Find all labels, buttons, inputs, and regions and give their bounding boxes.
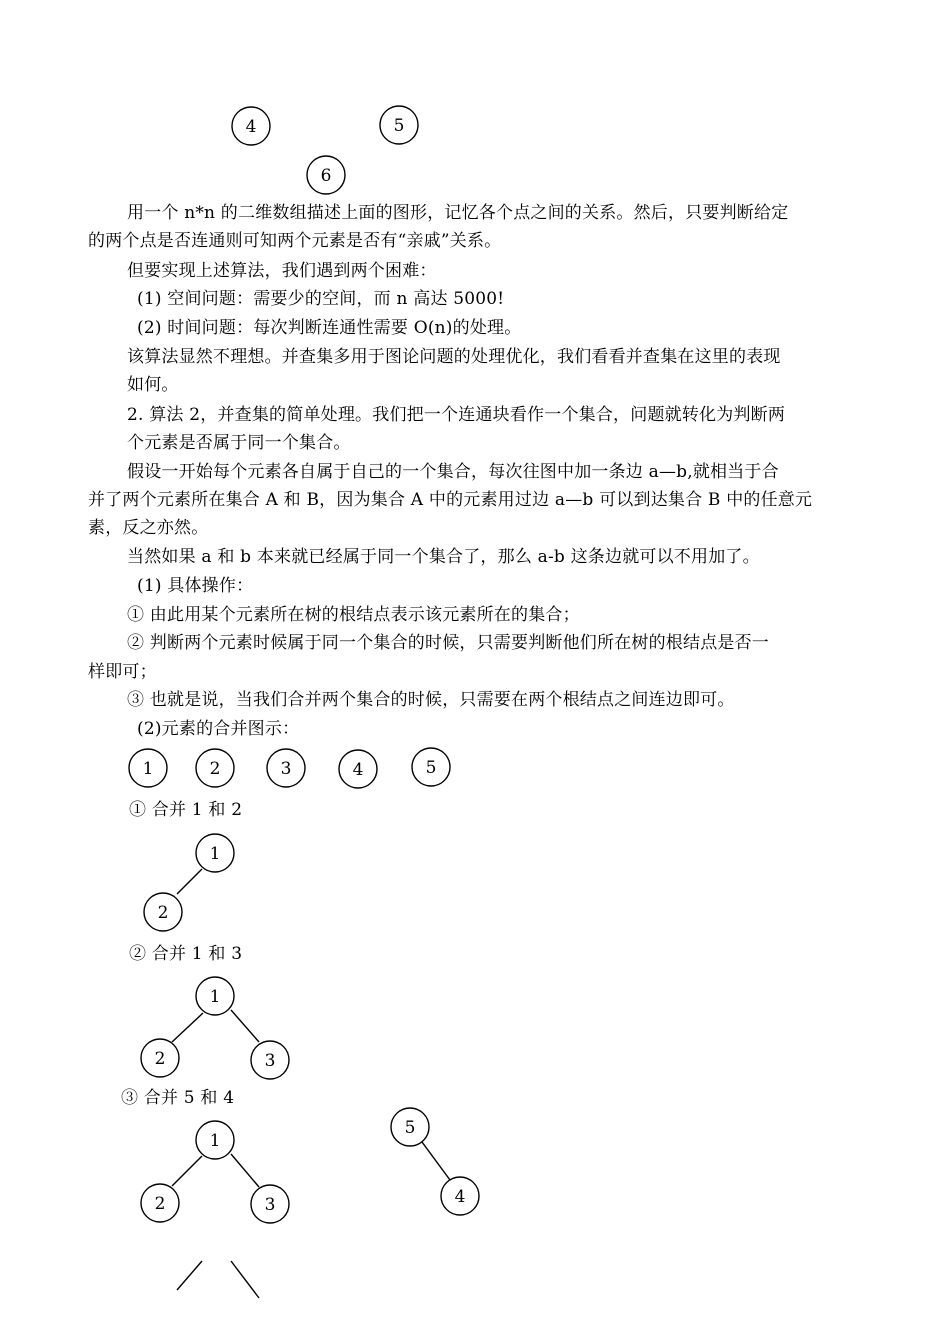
svg-text:3: 3	[280, 759, 292, 779]
svg-text:3: 3	[264, 1195, 276, 1215]
svg-text:1: 1	[209, 987, 221, 1007]
node-2	[141, 1039, 179, 1077]
svg-text:5: 5	[393, 116, 405, 136]
node-5	[391, 1108, 429, 1146]
svg-text:1: 1	[209, 1131, 221, 1151]
paragraph-2: 但要实现上述算法，我们遇到两个困难：	[127, 261, 437, 281]
node-2	[196, 749, 234, 787]
svg-text:5: 5	[404, 1118, 416, 1138]
edge-1-3	[231, 1010, 259, 1042]
tree-step3	[141, 1108, 479, 1298]
subheading-2: (2)元素的合并图示：	[137, 719, 300, 739]
node-4	[441, 1177, 479, 1215]
node-4	[232, 107, 270, 145]
paragraph-4-line-2: 个元素是否属于同一个集合。	[127, 433, 351, 453]
tree-step1	[144, 834, 234, 931]
paragraph-1-line-1: 用一个 n*n 的二维数组描述上面的图形，记忆各个点之间的关系。然后，只要判断给定	[127, 203, 789, 223]
step-1-label: ① 合并 1 和 2	[129, 800, 243, 820]
step-2-label: ② 合并 1 和 3	[129, 944, 243, 964]
paragraph-3-line-2: 如何。	[127, 375, 179, 395]
edge-1-2	[177, 869, 202, 894]
edge-1-2	[172, 1156, 202, 1186]
svg-text:4: 4	[245, 117, 257, 137]
node-2	[141, 1184, 179, 1222]
list-item-1: (1) 空间问题：需要少的空间，而 n 高达 5000!	[137, 289, 505, 309]
edge-1-3	[231, 1154, 259, 1187]
paragraph-5-line-3: 素，反之亦然。	[88, 518, 209, 538]
node-1	[196, 834, 234, 872]
node-1	[196, 1121, 234, 1159]
node-3	[251, 1041, 289, 1079]
svg-text:4: 4	[352, 760, 364, 780]
node-1	[196, 977, 234, 1015]
paragraph-6: 当然如果 a 和 b 本来就已经属于同一个集合了，那么 a-b 这条边就可以不用加了。	[127, 547, 760, 567]
node-2	[144, 893, 182, 931]
node-5	[380, 106, 418, 144]
node-4	[339, 750, 377, 788]
svg-text:2: 2	[157, 903, 169, 923]
paragraph-5-line-2: 并了两个元素所在集合 A 和 B，因为集合 A 中的元素用过边 a—b 可以到达集合 B 中的任意元	[88, 490, 813, 510]
initial-elements	[129, 748, 450, 788]
top-graph	[232, 106, 418, 194]
list-item-2: (2) 时间问题：每次判断连通性需要 O(n)的处理。	[137, 318, 522, 338]
svg-text:5: 5	[425, 758, 437, 778]
tree-step2	[141, 977, 289, 1079]
node-1	[129, 749, 167, 787]
svg-text:2: 2	[154, 1194, 166, 1214]
paragraph-4-line-1: 2. 算法 2，并查集的简单处理。我们把一个连通块看作一个集合，问题就转化为判断两	[127, 405, 786, 425]
edge-partial-right	[231, 1261, 259, 1298]
node-3	[251, 1185, 289, 1223]
edge-1-2	[172, 1013, 203, 1042]
operation-3: ③ 也就是说，当我们合并两个集合的时候，只需要在两个根结点之间连边即可。	[127, 690, 735, 710]
step-3-label: ③ 合并 5 和 4	[121, 1088, 235, 1108]
svg-text:2: 2	[154, 1049, 166, 1069]
operation-2-line-1: ② 判断两个元素时候属于同一个集合的时候，只需要判断他们所在树的根结点是否一	[127, 633, 770, 653]
svg-text:1: 1	[209, 844, 221, 864]
paragraph-5-line-1: 假设一开始每个元素各自属于自己的一个集合，每次往图中加一条边 a—b,就相当于合	[127, 462, 779, 482]
edge-partial-left	[177, 1261, 202, 1290]
svg-text:1: 1	[142, 759, 154, 779]
operation-2-line-2: 样即可；	[88, 662, 157, 682]
edge-5-4	[422, 1142, 450, 1180]
node-6	[307, 156, 345, 194]
paragraph-3-line-1: 该算法显然不理想。并查集多用于图论问题的处理优化，我们看看并查集在这里的表现	[127, 347, 781, 367]
operation-1: ① 由此用某个元素所在树的根结点表示该元素所在的集合；	[127, 605, 580, 625]
subheading-1: (1) 具体操作：	[137, 576, 254, 596]
node-3	[267, 749, 305, 787]
svg-text:3: 3	[264, 1051, 276, 1071]
paragraph-1-line-2: 的两个点是否连通则可知两个元素是否有“亲戚”关系。	[88, 231, 502, 251]
svg-text:2: 2	[209, 759, 221, 779]
svg-text:6: 6	[320, 166, 332, 186]
svg-text:4: 4	[454, 1187, 466, 1207]
node-5	[412, 748, 450, 786]
